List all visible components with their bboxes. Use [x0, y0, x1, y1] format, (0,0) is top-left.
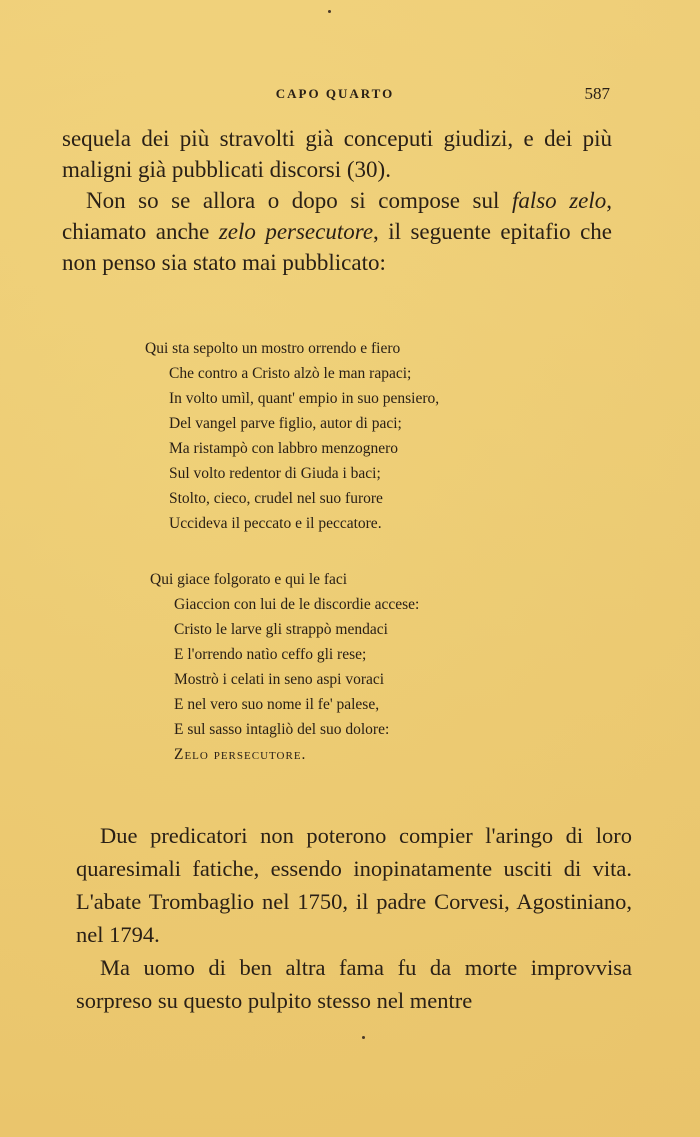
verse-line: E nel vero suo nome il fe' palese,: [174, 696, 380, 713]
verse-line: In volto umìl, quant' empio in suo pensiero,: [169, 390, 440, 407]
prose-top: [62, 123, 612, 278]
italic-run: falso zelo: [511, 188, 607, 213]
print-speck: [328, 10, 331, 13]
text-run: , il seguente epitafio che non penso sia stato mai pubblicato:: [62, 219, 612, 275]
paragraph-continuation: sequela dei più stravolti già conceputi giudizi, e dei più maligni già pubblicati discorsi (30).: [62, 126, 612, 182]
italic-run: zelo persecutore: [218, 219, 374, 244]
paragraph-preachers: Due predicatori non poterono compier l'aringo di loro quaresimali fatiche, essendo inopinatamente usciti di vita. L'abate Trombaglio nel 1750, il padre Corvesi, Agostiniano, nel 1794.: [76, 823, 632, 947]
verse-line: Mostrò i celati in seno aspi voraci: [174, 671, 385, 688]
verse-line: Che contro a Cristo alzò le man rapaci;: [169, 365, 412, 382]
epitaph-stanza-2: [150, 567, 570, 767]
page-number: 587: [584, 84, 610, 103]
verse-line: Qui giace folgorato e qui le faci: [150, 571, 348, 588]
verse-line: Cristo le larve gli strappò mendaci: [174, 621, 388, 638]
verse-line: E l'orrendo natìo ceffo gli rese;: [174, 646, 367, 663]
text-run: , chiamato anche: [62, 188, 613, 244]
verse-line: Giaccion con lui de le discordie accese:: [174, 596, 420, 613]
verse-line: E sul sasso intagliò del suo dolore:: [174, 721, 390, 738]
print-speck: [362, 1036, 365, 1039]
text-run: Non so se allora o dopo si compose sul: [86, 188, 512, 213]
verse-line: Stolto, cieco, crudel nel suo furore: [169, 490, 383, 507]
verse-line: Del vangel parve figlio, autor di paci;: [169, 415, 402, 432]
running-head: [60, 84, 610, 108]
verse-line: Uccideva il peccato e il peccatore.: [169, 515, 382, 532]
verse-line: Qui sta sepolto un mostro orrendo e fiero: [145, 340, 401, 357]
paragraph-sudden-death: Ma uomo di ben altra fama fu da morte improvvisa sorpreso su questo pulpito stesso nel mentre: [76, 955, 632, 1013]
paragraph-epitaph-intro: [62, 185, 612, 278]
epitaph-signature: Zelo persecutore.: [174, 746, 307, 763]
running-title: CAPO QUARTO: [275, 86, 395, 101]
epitaph-stanza-1: [145, 336, 565, 536]
verse-line: Ma ristampò con labbro menzognero: [169, 440, 398, 457]
verse-line: Sul volto redentor di Giuda i baci;: [169, 465, 381, 482]
prose-bottom: [76, 819, 632, 1017]
